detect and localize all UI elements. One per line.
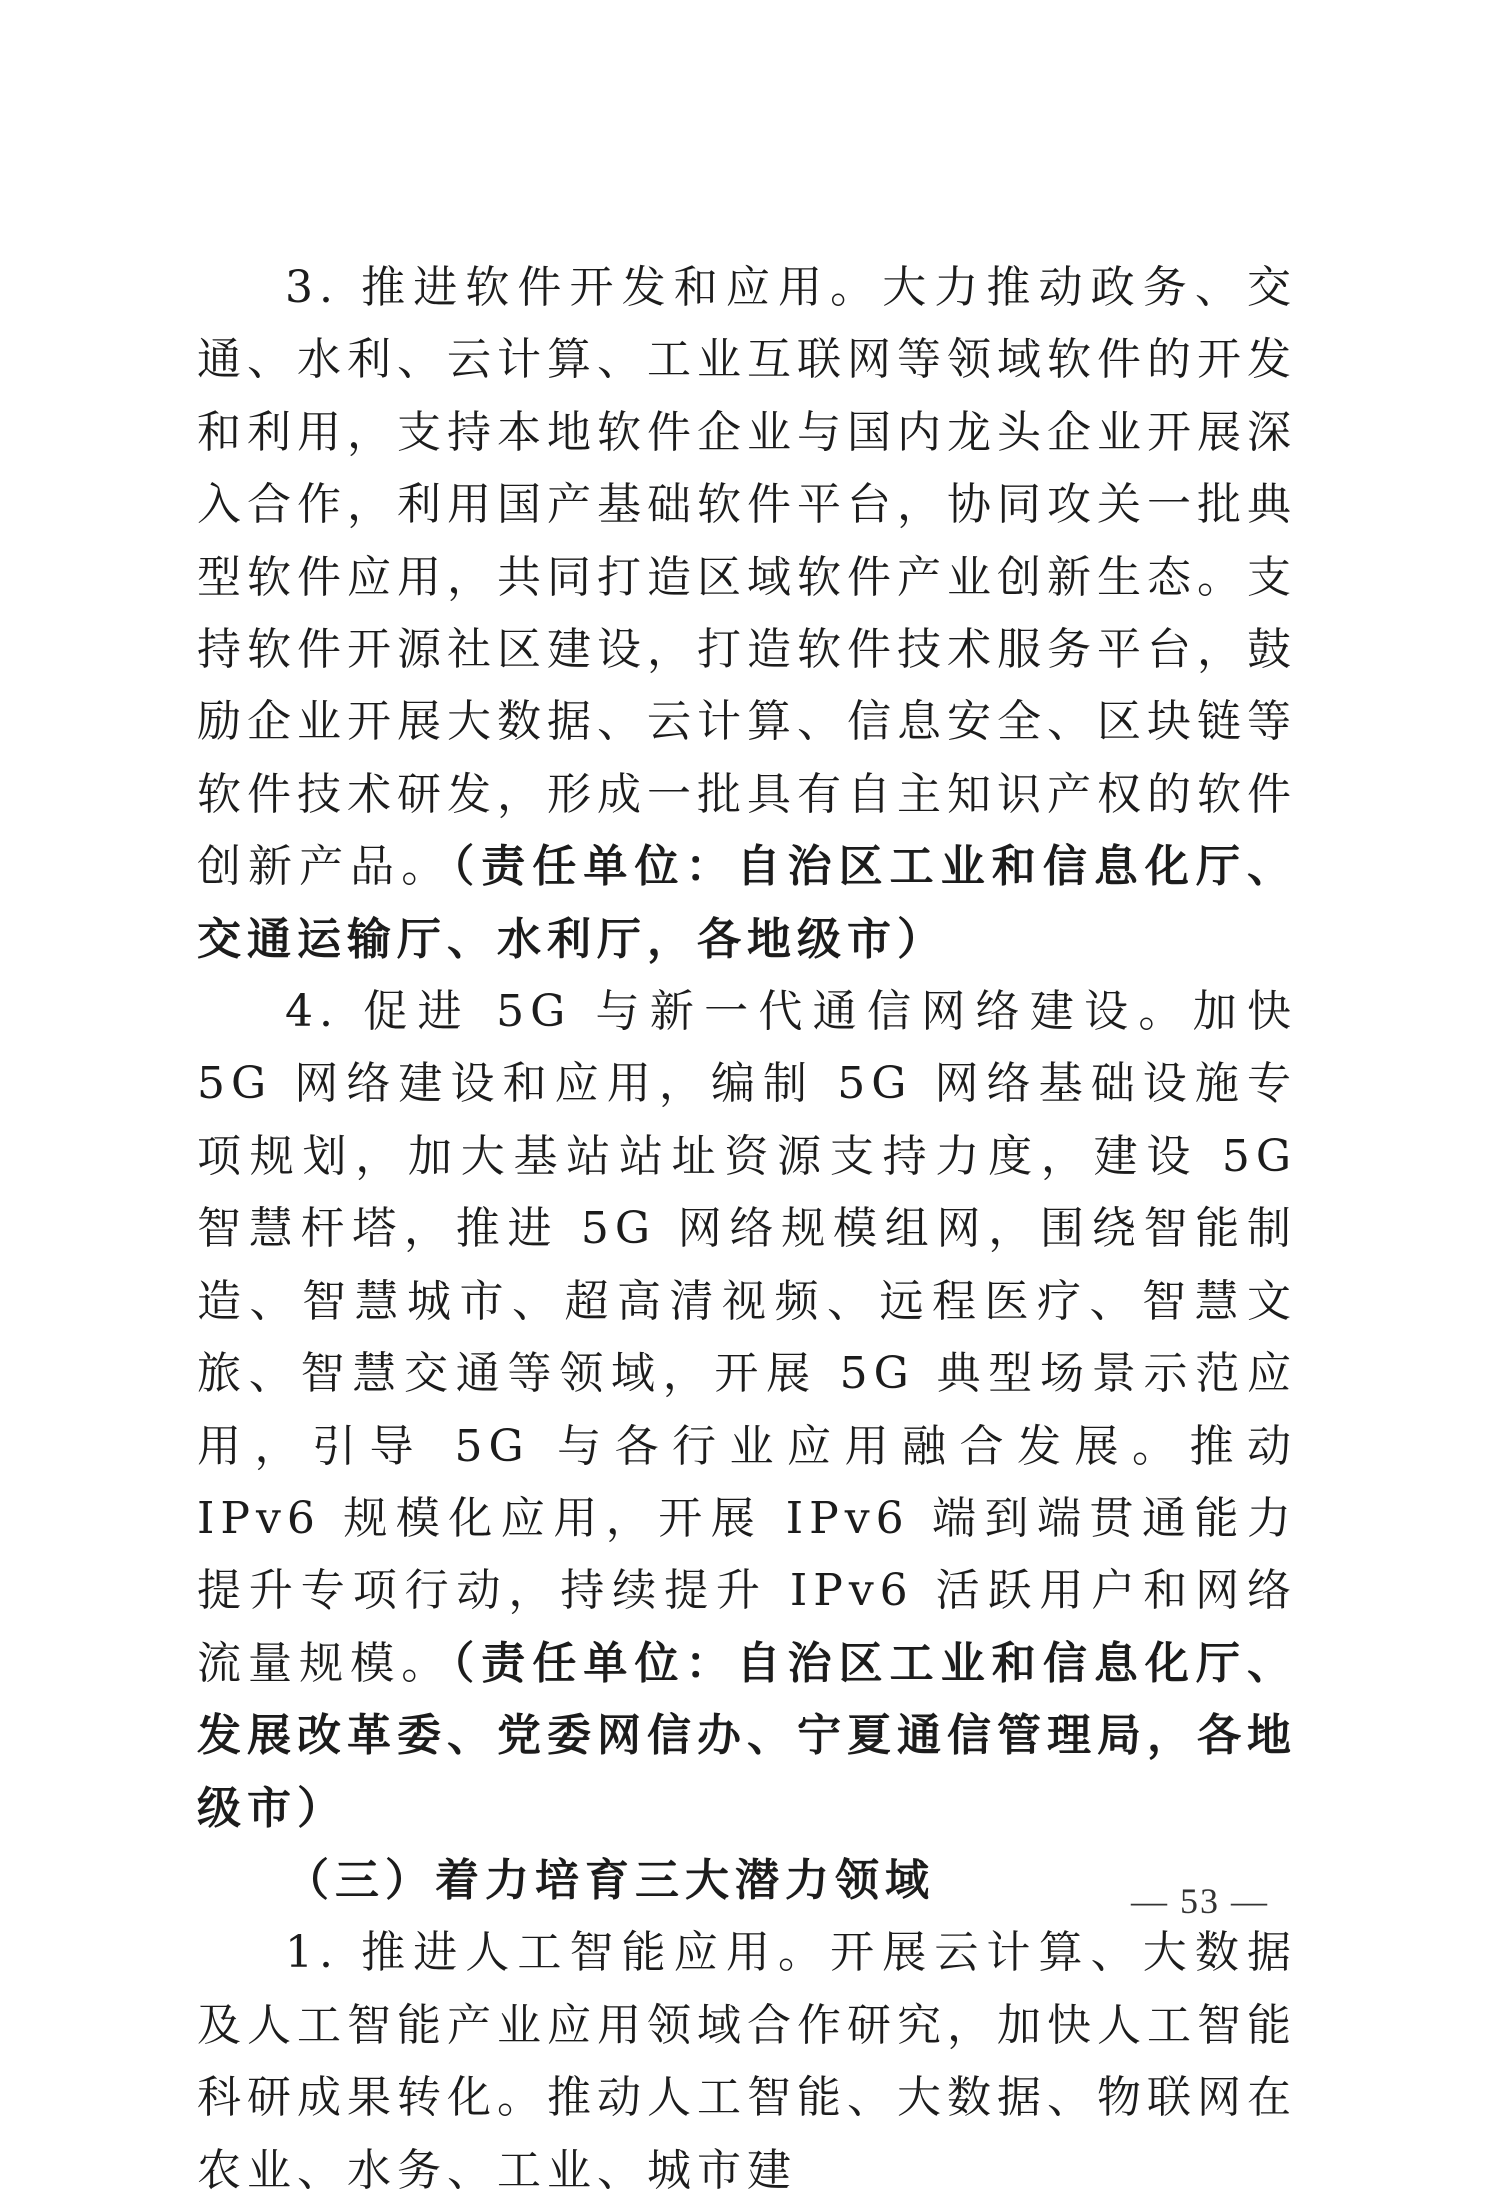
paragraph-text: 4. 促进 5G 与新一代通信网络建设。加快 5G 网络建设和应用，编制 5G 网络基础设施专项规划，加大基站站址资源支持力度，建设 5G 智慧杆塔，推进 5G 网络规模组网，围绕智能制造、智慧城市、超高清视频、远程医疗、智慧文旅、智慧交通等领域，开展 5G 典型场景示范应用，引导 5G 与各行业应用融合发展。推动 IPv6 规模化应用，开展 IPv6 端到端贯通能力提升专项行动，持续提升 IPv6 活跃用户和网络流量规模。 bbox=[197, 986, 1297, 1689]
paragraph-software bbox=[197, 252, 1297, 976]
paragraph-5g bbox=[197, 976, 1297, 1845]
paragraph-ai: 1. 推进人工智能应用。开展云计算、大数据及人工智能产业应用领域合作研究，加快人工智能科研成果转化。推动人工智能、大数据、物联网在农业、水务、工业、城市建 bbox=[197, 1927, 1297, 2196]
section-heading: （三）着力培育三大潜力领域 bbox=[285, 1854, 935, 1906]
responsibility-note: （责任单位：自治区工业和信息化厅、交通运输厅、水利厅，各地级市） bbox=[197, 841, 1298, 965]
responsibility-note: （责任单位：自治区工业和信息化厅、发展改革委、党委网信办、宁夏通信管理局，各地级市） bbox=[197, 1637, 1298, 1834]
paragraph-text: 3. 推进软件开发和应用。大力推动政务、交通、水利、云计算、工业互联网等领域软件的开发和利用，支持本地软件企业与国内龙头企业开展深入合作，利用国产基础软件平台，协同攻关一批典型软件应用，共同打造区域软件产业创新生态。支持软件开源社区建设，打造软件技术服务平台，鼓励企业开展大数据、云计算、信息安全、区块链等软件技术研发，形成一批具有自主知识产权的软件创新产品。 bbox=[197, 262, 1297, 893]
page-number: — 53 — bbox=[1131, 1881, 1269, 1921]
